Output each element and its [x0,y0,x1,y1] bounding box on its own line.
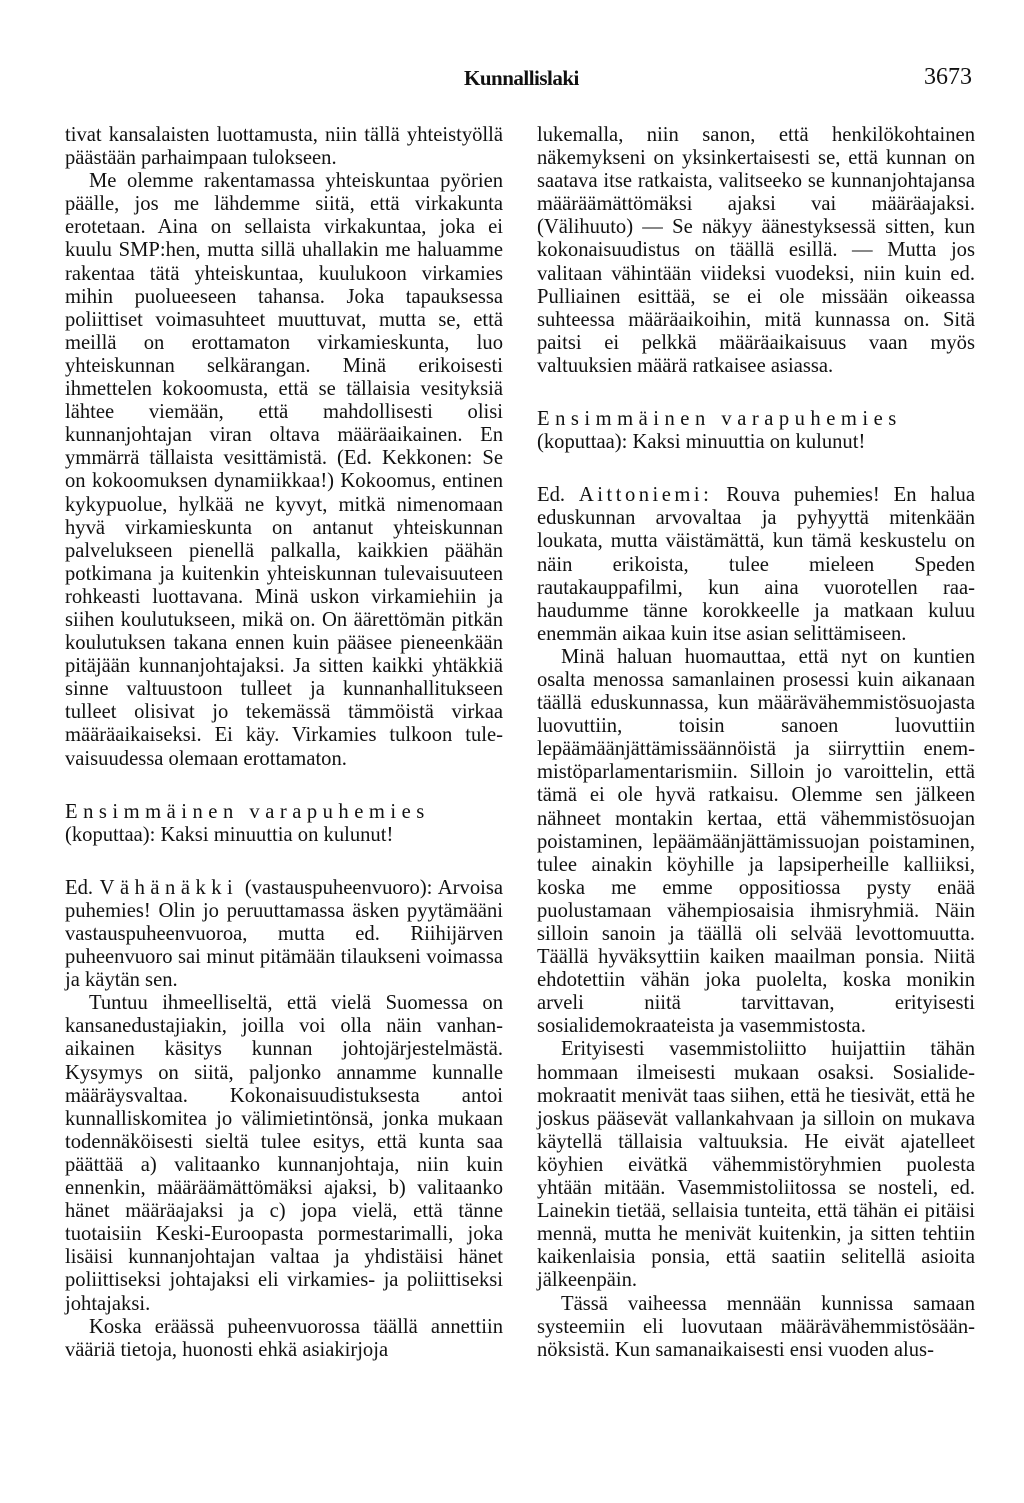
left-paragraph-4: Koska eräässä puheenvuorossa täällä annettiin vääriä tietoja, huonosti ehkä asiakirjoja [65,1315,503,1361]
right-paragraph-4: Tässä vaiheessa mennään kunnissa samaan systeemiin eli luovutaan määrävähemmistösäännöksistä. Kun samanaikaisesti ensi vuoden alus- [537,1292,975,1361]
left-column [65,124,503,1362]
speaker-prefix: Ed. [537,484,566,507]
speaker-remark: (koputtaa): Kaksi minuuttia on kulunut! [65,823,394,846]
right-paragraph-3: Erityisesti vasemmistoliitto huijattiin tähän hommaan ilmeisesti mukaan osaksi. Sosialidemokraatit menivät taas siihen, että he tiesivät, että he joskus pääsevät vallankahvaan ja silloin on mukava käytellä tällaisia valtuuksia. He eivät ajatelleet köyhien eivätkä vähemmistöryhmien puolesta yhtään mitään. Vasemmistoliitossa se nosteli, ed. Lainekin tietää, sellaisia tunteita, että tähän ei pitäisi mennä, mutta he menivät kuitenkin, ja sitten tehtiin kaikenlaisia ponsia, että saatiin selitellä asioita jälkeenpäin. [537,1038,975,1292]
left-paragraph-1: tivat kansalaisten luottamusta, niin tällä yhteistyöllä päästään parhaimpaan tulokseen. [65,124,503,170]
speaker-prefix: Ed. [65,876,94,899]
speaker-speech: (vastauspuheenvuoro): Arvoisa puhemies! Olin jo peruuttamassa äsken pyytämääni vastauspuheenvuoroa, mutta ed. Riihijärven puheenvuoro sai minut pitämään tilaukseni voimassa ja käytän sen. [65,876,504,992]
right-paragraph-1: lukemalla, niin sanon, että henkilökohtainen näkemykseni on yksinkertaisesti se, että kunnan on saatava itse ratkaista, valitseeko se kunnanjohtajansa määräämättömäksi ajaksi vai määräajaksi. (Välihuuto) — Se näkyy äänestyksessä sitten, kun kokonaisuudistus on täällä esillä. — Mutta jos valitaan vähintään viideksi vuodeksi, niin kuin ed. Pulliainen esittää, se ei ole missään oikeassa suhteessa määräaikoihin, mitä kunnassa on. Sitä paitsi ei pelkkä määräaikaisuus vaan myös valtuuksien määrä ratkaisee asiassa. [537,124,975,377]
page-number: 3673 [924,64,972,90]
left-paragraph-2: Me olemme rakentamassa yhteiskuntaa pyörien päälle, jos me lähdemme siitä, että virkakunta erotetaan. Aina on sellaista virkakuntaa, joka ei kuulu SMP:hen, mutta sillä uhallakin me haluamme rakentaa tätä yhteiskuntaa, kuulukoon virkamies mihin puolueeseen tahansa. Joka tapauksessa poliittiset voimasuhteet muuttuvat, mutta se, että meillä on erottamaton virkamieskunta, luo yhteiskunnan selkärangan. Minä erikoisesti ihmettelen kokoomusta, että se tällaisia vesityksiä lähtee viemään, että mahdollisesti olisi kunnanjohtajan viran oltava määräaikainen. En ymmärrä tällaista vesittämistä. (Ed. Kekkonen: Se on kokoomuksen dynamiikkaa!) Kokoomus, entinen kykypuolue, hylkää ne kyvyt, mitkä nimenomaan hyvä virkamieskunta on antanut yhteiskunnan palvelukseen pienellä palkalla, kaikkien päähän potkimana ja kuitenkin yhteiskunnan tulevaisuuteen rohkeasti luottavana. Minä uskon virkamiehiin ja siihen koulutukseen, mikä on. On äärettömän pitkän koulutuksen takana ennen kuin pääsee pieneenkään pitäjään kunnanjohtajaksi. Ja sitten kaikki yhtäkkiä sinne valtuustoon tulleet ja kunnanhallitukseen tulleet olisivat jo tekemässä tämmöistä virkaa määräaikaiseksi. Ei käy. Virkamies tulkoon tulevaisuudessa olemaan erottamaton. [65,170,503,770]
right-speaker-2 [537,484,975,646]
speaker-remark: (koputtaa): Kaksi minuuttia on kulunut! [537,431,866,454]
left-speaker-2 [65,877,503,992]
speaker-name: Ensimmäinen varapuhemies [537,408,902,431]
left-speaker-1 [65,801,503,847]
speaker-name: Ensimmäinen varapuhemies [65,800,430,823]
left-paragraph-3: Tuntuu ihmeelliseltä, että vielä Suomessa on kansanedustajiakin, joilla voi olla näin vanhanaikainen käsitys kunnan johtojärjestelmästä. Kysymys on siitä, paljonko annamme kunnalle määräysvaltaa. Kokonaisuudistuksesta antoi kunnalliskomitea jo välimietintönsä, jonka mukaan todennäköisesti sieltä tulee esitys, että kunta saa päättää a) valitaanko kunnanjohtaja, niin kuin ennenkin, määräämättömäksi ajaksi, b) valitaanko hänet määräajaksi ja c) jopa vielä, että tänne tuotaisiin Keski-Euroopasta pormestarimalli, joka lisäisi kunnanjohtajan valtaa ja yhdistäisi hänet poliittiseksi johtajaksi eli virkamies- ja poliittiseksi johtajaksi. [65,992,503,1315]
speaker-speech: Rouva puhemies! En halua eduskunnan arvovaltaa ja pyhyyttä mitenkään loukata, mutta väistämättä, kun tämä keskustelu on näin erikoista, tulee mieleen Speden rautakauppafilmi, kun aina vuorotellen raahaudumme tänne korokkeelle ja matkaan kuluu enemmän aikaa kuin itse asian selittämiseen. [537,484,975,645]
speaker-name: Vähänäkki [99,876,239,899]
right-paragraph-2: Minä haluan huomauttaa, että nyt on kuntien osalta menossa samanlainen prosessi kuin aikanaan täällä eduskunnassa, kun määrävähemmistösuojasta luovuttiin, toisin sanoen luovuttiin lepäämäänjättämissäännöistä ja siirryttiin enemmistöparlamentarismiin. Silloin jo varoittelin, että tämä ei ole hyvä ratkaisu. Olemme sen jälkeen nähneet montakin kertaa, että vähemmistösuojan poistaminen, lepäämäänjättämissuojan poistaminen, tulee ainakin köyhille ja lapsiperheille kalliiksi, koska me emme oppositiossa pysty enää puolustamaan vähempiosaisia ihmisryhmiä. Näin silloin sanoin ja täällä oli selvää levottomuutta. Täällä hyväksyttiin kaiken maailman ponsia. Niitä ehdotettiin vähän joka puolelta, koska monikin arveli niitä tarvittavan, erityisesti sosialidemokraateista ja vasemmistosta. [537,645,975,1038]
speaker-name: Aittoniemi: [578,484,713,507]
right-speaker-1 [537,408,975,454]
right-column [537,124,975,1362]
running-header-title: Kunnallislaki [464,66,579,90]
